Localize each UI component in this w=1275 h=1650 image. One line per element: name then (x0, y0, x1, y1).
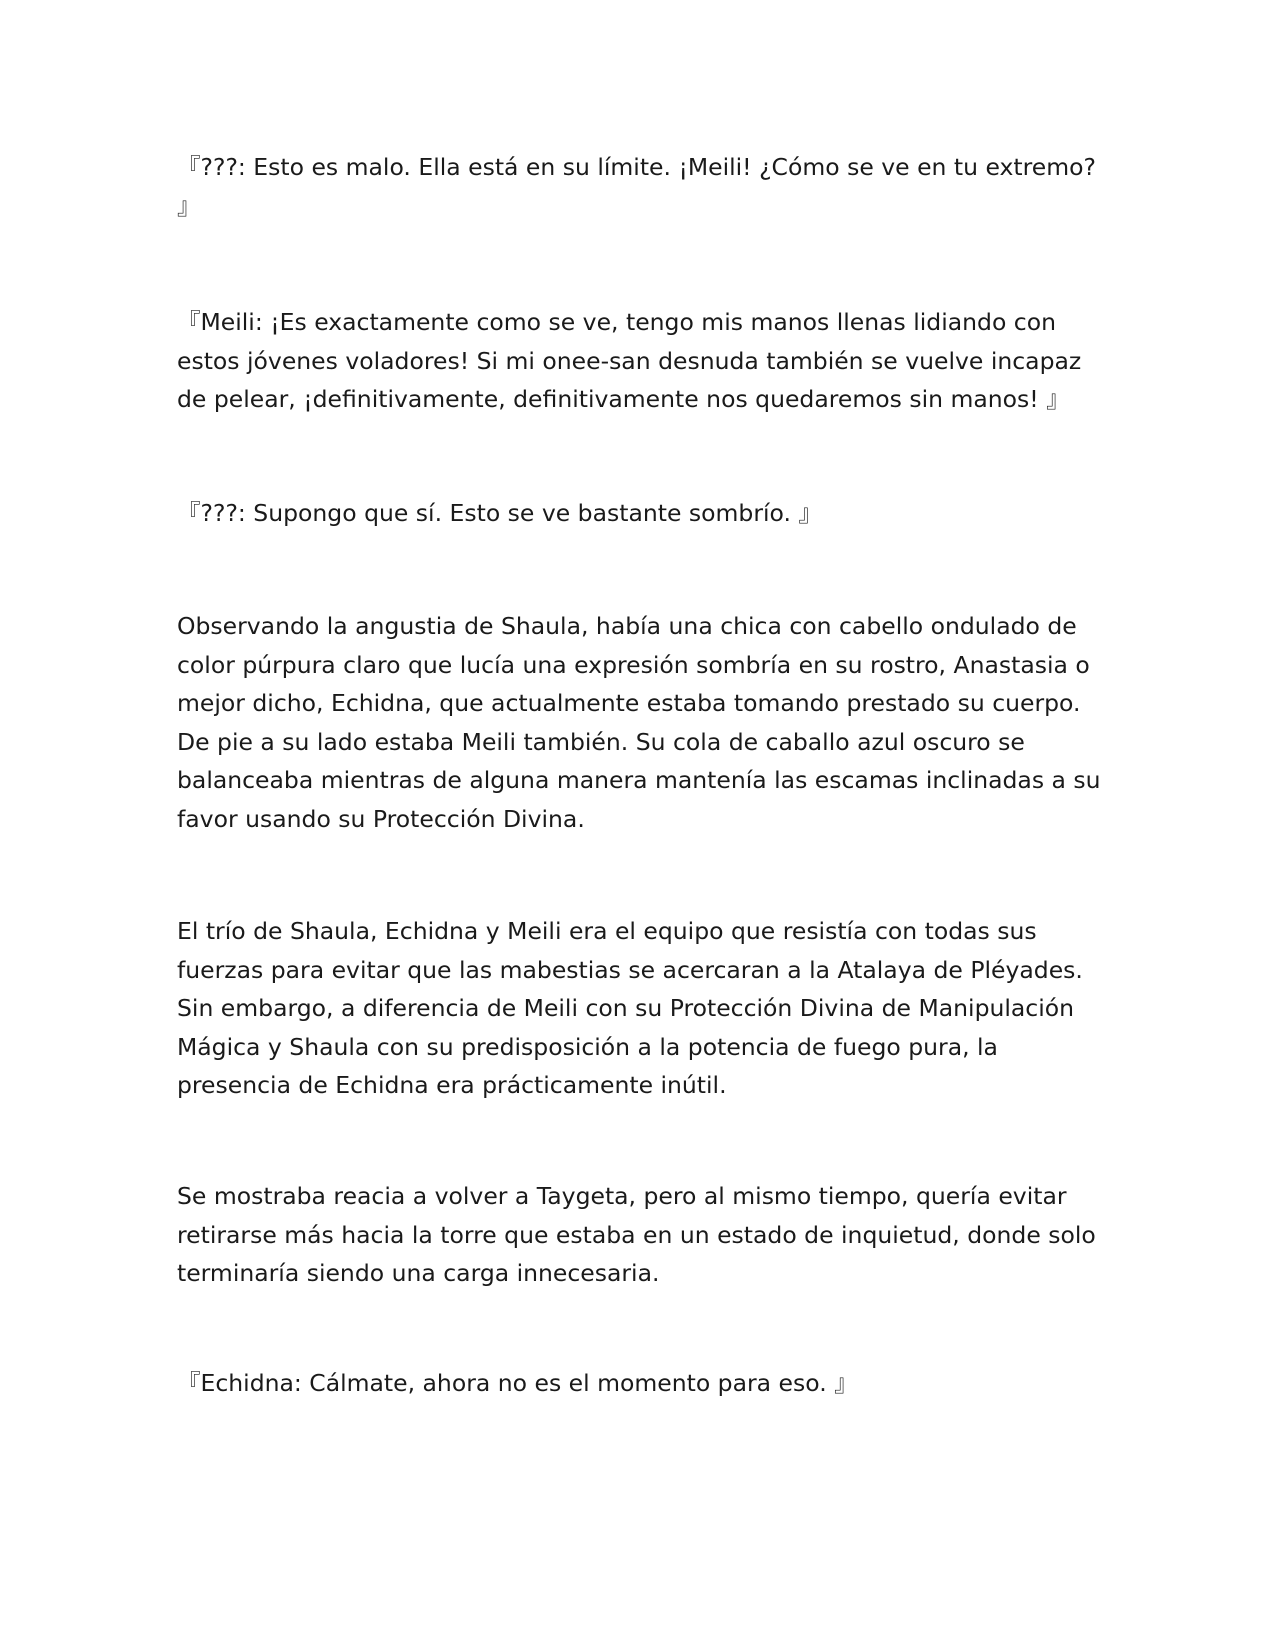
dialogue-paragraph: 『Echidna: Cálmate, ahora no es el momento para eso. 』 (177, 1369, 858, 1397)
narration-paragraph: El trío de Shaula, Echidna y Meili era el equipo que resistía con todas sus fuerzas para evitar que las mabestias se acercaran a la Atalaya de Pléyades. Sin embargo, a diferencia de Meili con su Protección Divina de Manipulación Mágica y Shaula con su predisposición a la potencia de fuego pura, la presencia de Echidna era prácticamente inútil. (177, 917, 1083, 1099)
dialogue-paragraph: 『???: Esto es malo. Ella está en su límite. ¡Meili! ¿Cómo se ve en tu extremo? 』 (177, 153, 1096, 220)
narration-paragraph: Observando la angustia de Shaula, había una chica con cabello ondulado de color púrpura claro que lucía una expresión sombría en su rostro, Anastasia o mejor dicho, Echidna, que actualmente estaba tomando prestado su cuerpo. De pie a su lado estaba Meili también. Su cola de caballo azul oscuro se balanceaba mientras de alguna manera mantenía las escamas inclinadas a su favor usando su Protección Divina. (177, 612, 1101, 833)
narration-paragraph: Se mostraba reacia a volver a Taygeta, pero al mismo tiempo, quería evitar retirarse más hacia la torre que estaba en un estado de inquietud, donde solo terminaría siendo una carga innecesaria. (177, 1182, 1096, 1287)
dialogue-paragraph: 『Meili: ¡Es exactamente como se ve, tengo mis manos llenas lidiando con estos jóvenes voladores! Si mi onee-san desnuda también se vuelve incapaz de pelear, ¡definitivamente, definitivamente nos quedaremos sin manos! 』 (177, 308, 1082, 413)
dialogue-paragraph: 『???: Supongo que sí. Esto se ve bastante sombrío. 』 (177, 499, 822, 527)
